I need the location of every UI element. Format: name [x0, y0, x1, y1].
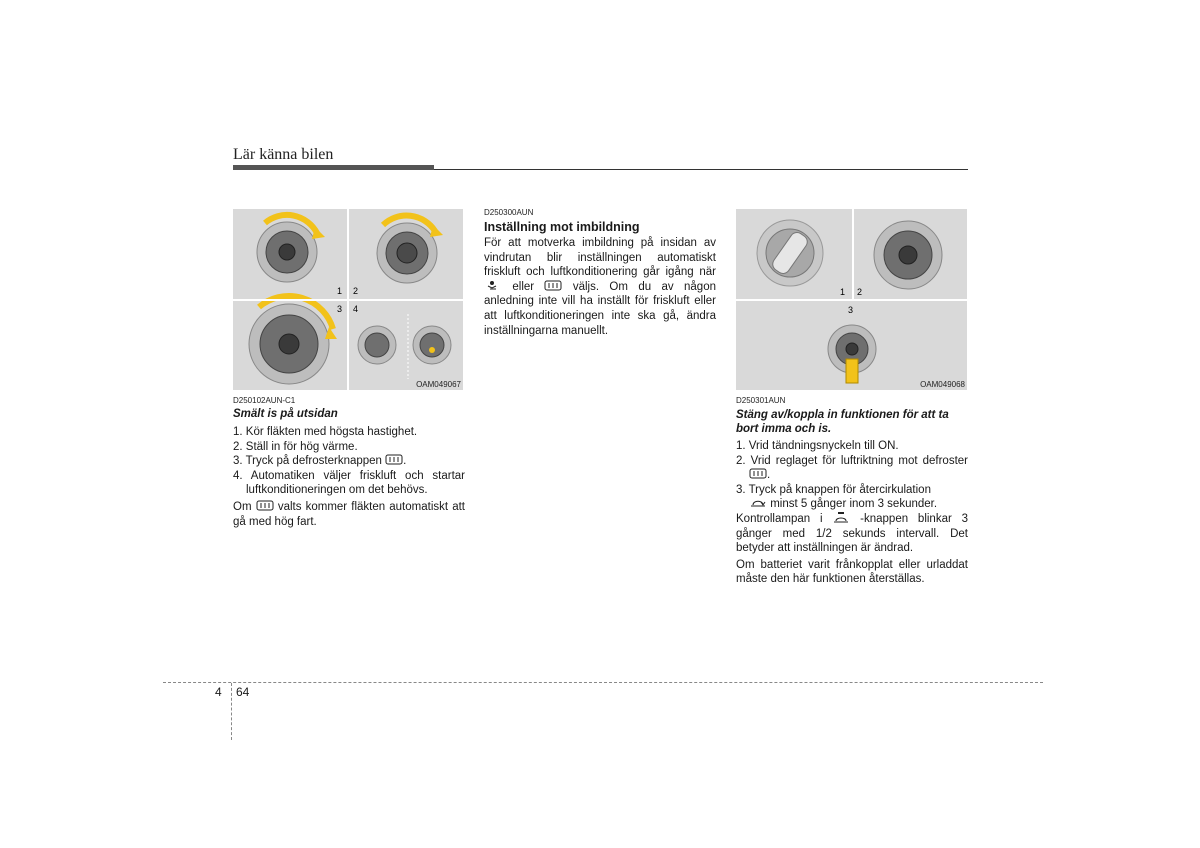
footer-rule [163, 682, 1043, 683]
chapter-number: 4 [215, 685, 222, 699]
header-rule-thick [233, 165, 434, 170]
step-item: 3. Tryck på defrosterknappen . [233, 455, 407, 468]
figure-climate-dials-left [233, 209, 463, 390]
header-rule-thin [434, 169, 968, 170]
section-code: D250301AUN [736, 396, 786, 405]
section-code: D250300AUN [484, 208, 534, 217]
steps-list [736, 439, 968, 587]
step-item: 4. Automatiken väljer friskluft och startar luftkonditioneringen om det behövs. [233, 469, 465, 497]
step-item: 3. Tryck på knappen för återcirkulation minst 5 gånger inom 3 sekunder. [736, 483, 938, 511]
defrost-icon [385, 454, 403, 465]
figure-label-1: 1 [337, 286, 343, 296]
figure-label-4: 4 [353, 304, 359, 314]
figure-climate-dials-right [736, 209, 967, 390]
figure-label-2: 2 [353, 286, 359, 296]
step-item: 1. Vrid tändningsnyckeln till ON. [736, 440, 899, 452]
defrost-icon [256, 500, 274, 511]
subheading: Stäng av/koppla in funktionen för att ta bort imma och is. [736, 409, 949, 435]
defrost-icon [749, 468, 767, 479]
figure-code: OAM049067 [416, 380, 461, 389]
figure-divider-v [852, 209, 854, 299]
page-header-title: Lär känna bilen [233, 146, 334, 163]
defrost-icon [544, 280, 562, 291]
footer-divider [231, 683, 232, 740]
figure-code: OAM049068 [920, 380, 965, 389]
steps-list [233, 425, 465, 529]
page-number: 64 [236, 685, 250, 699]
section-heading: Inställning mot imbildning [484, 220, 640, 234]
section-code: D250102AUN-C1 [233, 396, 296, 405]
floor-defrost-icon [484, 280, 502, 291]
figure-label-3: 3 [337, 304, 343, 314]
note-paragraph: Om valts kommer fläkten automatiskt att gå med hög fart. [233, 500, 465, 528]
recirculation-icon [749, 497, 767, 508]
figure-label-1: 1 [840, 287, 846, 297]
figure-label-3: 3 [848, 305, 854, 315]
section-paragraph: För att motverka imbildning på insidan av vindrutan blir inställningen automatiskt friskluft och luftkonditionering går igång när eller väljs. Om du av någon anledning inte vill ha inställt för friskluft eller att luftkonditioneringen inte ska gå, ändra inställningarna manuellt. [484, 237, 716, 337]
recirculation-icon [832, 512, 850, 523]
step-item: 2. Ställ in för hög värme. [233, 440, 358, 453]
step-item: 2. Vrid reglaget för luftriktning mot defroster . [736, 454, 968, 482]
figure-label-2: 2 [857, 287, 863, 297]
figure-divider-h [736, 299, 967, 301]
subheading: Smält is på utsidan [233, 408, 338, 420]
paragraph: Om batteriet varit frånkopplat eller urladdat måste den här funktionen återställas. [736, 558, 968, 586]
paragraph: Kontrollampan i -knappen blinkar 3 gånger med 1/2 sekunds intervall. Det betyder att inställningen är ändrad. [736, 512, 968, 555]
figure-divider-h [233, 299, 463, 301]
step-item: 1. Kör fläkten med högsta hastighet. [233, 426, 418, 438]
